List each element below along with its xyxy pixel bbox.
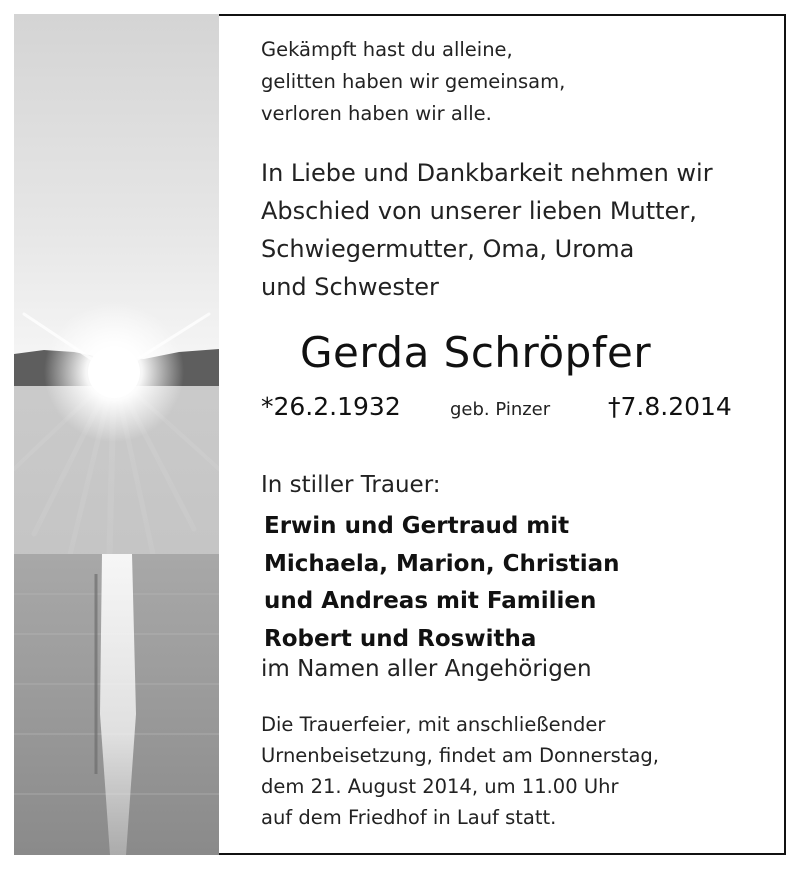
birth-date: *26.2.1932 [261,392,401,421]
motto-line: gelitten haben wir gemeinsam, [261,70,566,93]
service-line: Urnenbeisetzung, findet am Donnerstag, [261,744,659,767]
sunset-lake-photo [14,14,219,855]
service-line: dem 21. August 2014, um 11.00 Uhr [261,775,619,798]
mourner-line: Robert und Roswitha [264,625,537,652]
mourner-line: und Andreas mit Familien [264,588,597,614]
mourner-line: Erwin und Gertraud mit [264,513,570,539]
service-line: auf dem Friedhof in Lauf statt. [261,806,557,829]
intro-line: und Schwester [261,273,439,301]
intro-line: Schwiegermutter, Oma, Uroma [261,235,635,263]
motto-line: verloren haben wir alle. [261,102,492,125]
motto-verse [261,34,565,130]
mourner-line: Michaela, Marion, Christian [264,550,620,577]
intro-paragraph [261,154,713,306]
maiden-name: geb. Pinzer [450,399,551,420]
service-info [261,709,659,833]
deceased-name: Gerda Schröpfer [300,328,652,377]
intro-line: In Liebe und Dankbarkeit nehmen wir [261,159,713,187]
relatives-line: im Namen aller Angehörigen [261,656,592,682]
death-date: †7.8.2014 [608,392,732,421]
motto-line: Gekämpft hast du alleine, [261,38,513,61]
mourners-list [264,508,620,658]
service-line: Die Trauerfeier, mit anschließender [261,713,606,736]
intro-line: Abschied von unserer lieben Mutter, [261,197,697,225]
mourning-label: In stiller Trauer: [261,472,441,498]
